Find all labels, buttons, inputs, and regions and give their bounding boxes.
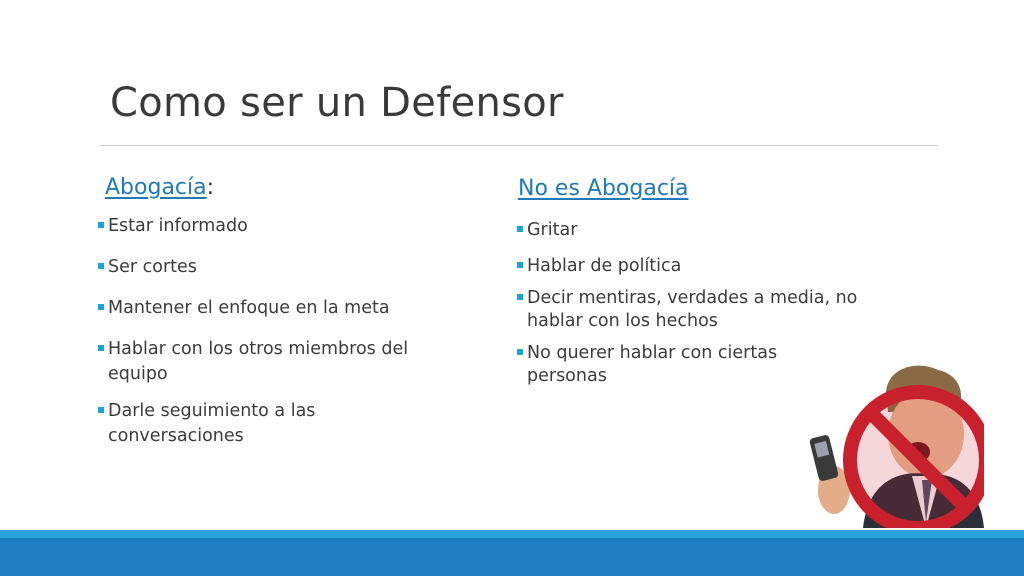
list-item (517, 342, 827, 388)
bullet-square-icon (517, 349, 523, 355)
right-heading-link[interactable]: No es Abogacía (518, 176, 689, 201)
list-item-text: Ser cortes (108, 257, 197, 277)
list-item-text: Hablar de política (527, 256, 682, 276)
bullet-square-icon (517, 262, 523, 268)
shouting-man-image (808, 362, 984, 528)
list-item-text: Hablar con los otros miembros del equipo (108, 339, 409, 384)
right-column-heading[interactable] (518, 176, 689, 201)
footer-accent-bar (0, 530, 1024, 538)
no-symbol-icon (850, 392, 984, 528)
bullet-square-icon (517, 226, 523, 232)
left-column-heading[interactable] (105, 175, 214, 200)
list-item-text: No querer hablar con ciertas personas (527, 343, 778, 386)
phone-icon (809, 434, 839, 482)
left-heading-link[interactable]: Abogacía (105, 175, 207, 200)
list-item-text: Gritar (527, 220, 578, 240)
list-item-text: Estar informado (108, 216, 248, 236)
list-item-text: Mantener el enfoque en la meta (108, 298, 390, 318)
bullet-square-icon (98, 345, 104, 351)
list-item (98, 399, 358, 449)
bullet-square-icon (517, 294, 523, 300)
list-item (98, 214, 478, 239)
list-item (517, 255, 887, 278)
shouting-man-illustration (808, 362, 984, 528)
left-heading-colon: : (206, 175, 215, 200)
bullet-square-icon (98, 263, 104, 269)
list-item (517, 287, 867, 333)
title-divider (100, 145, 938, 146)
slide-title: Como ser un Defensor (110, 80, 564, 126)
list-item-text: Darle seguimiento a las conversaciones (108, 401, 316, 446)
list-item (98, 337, 448, 387)
left-bullet-list (98, 214, 478, 449)
bullet-square-icon (98, 407, 104, 413)
list-item (98, 255, 478, 280)
bullet-square-icon (98, 222, 104, 228)
list-item (517, 219, 887, 242)
list-item (98, 296, 478, 321)
list-item-text: Decir mentiras, verdades a media, no hablar con los hechos (527, 288, 858, 331)
footer-bar (0, 538, 1024, 576)
bullet-square-icon (98, 304, 104, 310)
